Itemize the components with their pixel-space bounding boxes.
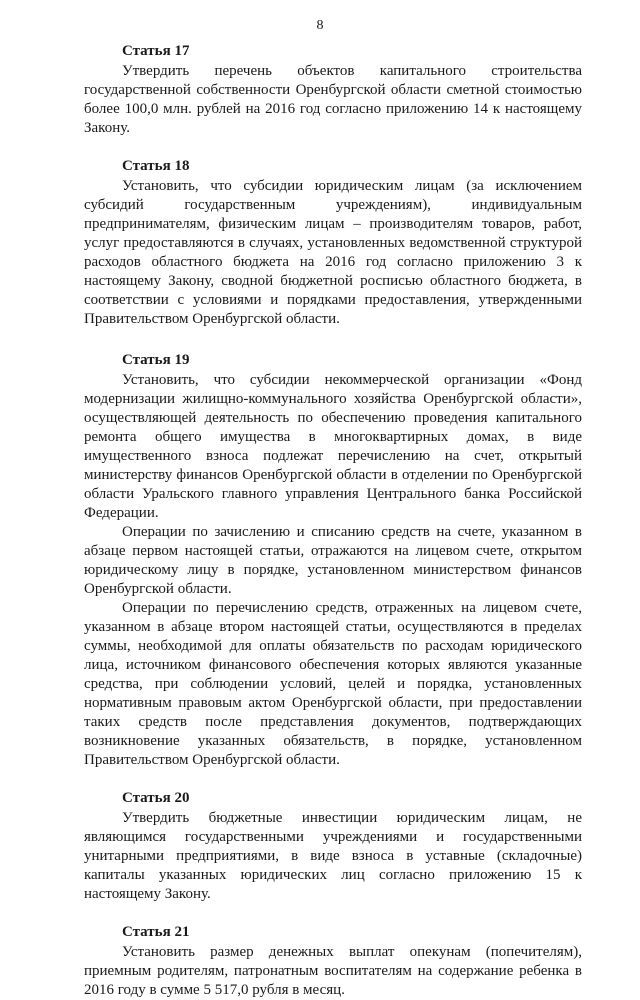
article-paragraph: Утвердить перечень объектов капитального строительства государственной собственности Оренбургской области сметной стоимостью более 100,0 млн. рублей на 2016 год согласно приложению 14 к настоящему Закону. <box>84 63 582 136</box>
article-title: Статья 19 <box>122 352 190 368</box>
article-paragraph: Операции по зачислению и списанию средств на счете, указанном в абзаце первом настоящей статьи, отражаются на лицевом счете, открытом юридическому лицу в порядке, установленном министерством финансов Оренбургской области. <box>84 524 582 597</box>
article-19 <box>84 351 582 770</box>
article-20 <box>84 789 582 904</box>
article-paragraph: Утвердить бюджетные инвестиции юридическим лицам, не являющимся государственными учреждениями и государственными унитарными предприятиями, в виде взноса в уставные (складочные) капиталы указанных юридических лиц согласно приложению 15 к настоящему Закону. <box>84 810 582 902</box>
article-paragraph: Установить, что субсидии некоммерческой организации «Фонд модернизации жилищно-коммунального хозяйства Оренбургской области», осуществляющей деятельность по обеспечению проведения капитального ремонта общего имущества в многоквартирных домах, в виде имущественного взноса подлежат перечислению на счет, открытый министерству финансов Оренбургской области в отделении по Оренбургской области Уральского главного управления Центрального банка Российской Федерации. <box>84 372 582 521</box>
article-title: Статья 18 <box>122 158 190 174</box>
article-paragraph: Установить размер денежных выплат опекунам (попечителям), приемным родителям, патронатным воспитателям на содержание ребенка в 2016 году в сумме 5 517,0 рубля в месяц. <box>84 944 582 998</box>
article-title: Статья 17 <box>122 43 190 59</box>
article-title: Статья 21 <box>122 924 190 940</box>
document-body <box>84 40 582 1000</box>
page-number: 8 <box>316 18 324 33</box>
article-title: Статья 20 <box>122 790 190 806</box>
article-17 <box>84 42 582 138</box>
article-paragraph: Операции по перечислению средств, отраженных на лицевом счете, указанном в абзаце втором настоящей статьи, осуществляются в пределах суммы, необходимой для оплаты обязательств по расходам юридического лица, источником финансового обеспечения которых являются указанные средства, при соблюдении условий, целей и порядка, установленных нормативным правовым актом Оренбургской области, при предоставлении таких средств после представления документов, подтверждающих возникновение указанных обязательств, в порядке, установленном Правительством Оренбургской области. <box>84 600 582 768</box>
article-paragraph: Установить, что субсидии юридическим лицам (за исключением субсидий государственным учреждениям), индивидуальным предпринимателям, физическим лицам – производителям товаров, работ, услуг предоставляются в случаях, установленных ведомственной структурой расходов областного бюджета на 2016 год согласно приложению 3 к настоящему Закону, сводной бюджетной росписью областного бюджета, в соответствии с условиями и порядками предоставления, утвержденными Правительством Оренбургской области. <box>84 178 582 327</box>
article-21 <box>84 923 582 1000</box>
article-18 <box>84 157 582 329</box>
